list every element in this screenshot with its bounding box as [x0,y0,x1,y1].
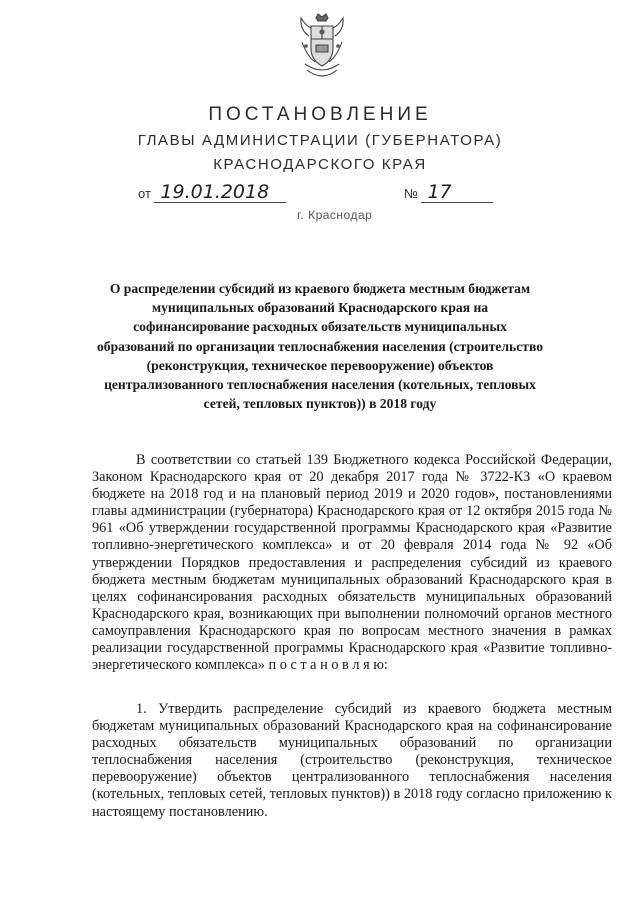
krasnodar-coat-of-arms-icon [297,12,347,82]
date-value: 19.01.2018 [154,182,286,203]
city-label: г. Краснодар [297,208,373,222]
issuer-line-2: КРАСНОДАРСКОГО КРАЯ [213,156,427,173]
issuer-line-1: ГЛАВЫ АДМИНИСТРАЦИИ (ГУБЕРНАТОРА) [137,132,503,149]
date-line [138,182,286,203]
body-paragraph-1: В соответствии со статьей 139 Бюджетного кодекса Российской Федерации, Законом Краснодарского края от 20 декабря 2017 года № 3722-КЗ «О краевом бюджете на 2018 год и на плановый период 2019 и 2020 годов», постановлениями главы администрации (губернатора) Краснодарского края от 12 октября 2015 года № 961 «Об утверждении государственной программы Краснодарского края «Развитие топливно-энергетического комплекса» и от 20 февраля 2014 года № 92 «Об утверждении Порядков предоставления и распределения субсидий из краевого бюджета местным бюджетам муниципальных образований Краснодарского края в целях софинансирования расходных обязательств муниципальных образований Краснодарского края, возникающих при выполнении полномочий органов местного самоуправления Краснодарского края по вопросам местного значения в рамках реализации государственной программы Краснодарского края «Развитие топливно-энергетического комплекса» п о с т а н о в л я ю: [92,452,612,674]
number-prefix: № [404,186,418,201]
document-type-heading: ПОСТАНОВЛЕНИЕ [208,104,432,125]
body-paragraph-2: 1. Утвердить распределение субсидий из краевого бюджета местным бюджетам муниципальных образований Краснодарского края на софинансирование расходных обязательств муниципальных образований по организации теплоснабжения населения (строительство (реконструкция, техническое перевооружение) объектов централизованного теплоснабжения населения (котельных, тепловых сетей, тепловых пунктов)) в 2018 году согласно приложению к настоящему постановлению. [92,701,612,820]
date-prefix: от [138,186,151,201]
number-value: 17 [421,182,493,203]
document-title: О распределении субсидий из краевого бюджета местным бюджетам муниципальных образований Краснодарского края на софинансирование расходных обязательств муниципальных образований по организации теплоснабжения населения (строительство (реконструкция, техническое перевооружение) объектов централизованного теплоснабжения населения (котельных, тепловых сетей, тепловых пунктов)) в 2018 году [96,281,544,412]
number-line [404,182,493,203]
